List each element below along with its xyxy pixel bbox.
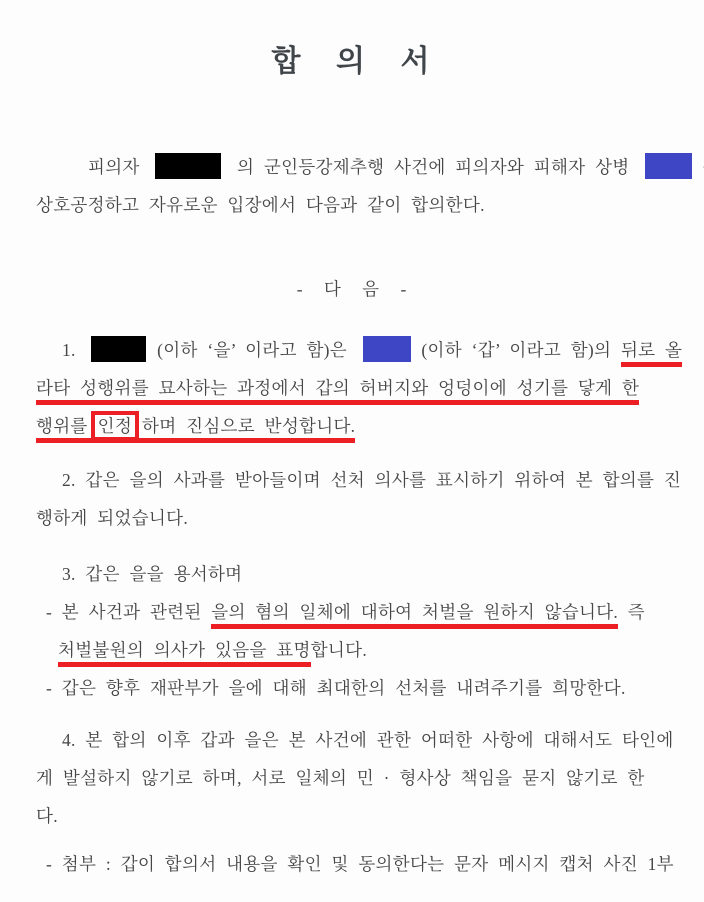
- clause-2-line-1: 2. 갑은 을의 사과를 받아들이며 선처 의사를 표시하기 위하여 본 합의를 진: [62, 470, 682, 490]
- red-underlined-text: 라타 성행위를 묘사하는 과정에서 갑의 허버지와 엉덩이에 성기를 닿게 한: [36, 378, 639, 405]
- intro-line-2: 상호공정하고 자유로운 입장에서 다음과 같이 합의한다.: [36, 195, 485, 215]
- attachment-note: - 첨부 : 갑이 합의서 내용을 확인 및 동의한다는 문자 메시지 캡처 사진 1부: [46, 854, 674, 874]
- redaction-blue: [645, 153, 692, 179]
- clause-3-text-post: 즉: [627, 602, 646, 622]
- clause-1-number: 1.: [62, 340, 76, 360]
- clause-3-line-4: - 갑은 향후 재판부가 을에 대해 최대한의 선처를 내려주기를 희망한다.: [46, 678, 626, 698]
- clause-1-text-pre: 행위를: [36, 416, 88, 436]
- section-header: - 다 음 -: [296, 279, 408, 299]
- redaction-black: [91, 336, 146, 362]
- clause-1-line-3: [36, 407, 668, 445]
- clause-3: [36, 555, 668, 707]
- clause-3-line-1: 3. 갑은 을을 용서하며: [62, 564, 243, 584]
- intro-text-pre: 피의자: [88, 157, 140, 177]
- clause-3-line-2: [36, 593, 668, 631]
- clause-1-line-1: [36, 331, 683, 369]
- clause-1-text-b: (이하 ‘갑’ 이라고 함)의: [421, 340, 612, 360]
- red-underlined-text: [36, 416, 355, 443]
- clause-3-line-3: [36, 631, 668, 669]
- clause-3-text-pre: - 본 사건과 관련된: [46, 602, 202, 622]
- clause-1-text-post: 하며 진심으로 반성합니다.: [142, 416, 356, 436]
- clause-2: [36, 461, 682, 537]
- red-underlined-text: 을의 혐의 일체에 대하여 처벌을 원하지 않습니다.: [211, 602, 618, 629]
- redaction-black: [155, 153, 221, 179]
- clause-4: [36, 721, 674, 835]
- clause-3-text-post2: 합니다.: [310, 640, 367, 660]
- red-boxed-text: 인정: [91, 411, 139, 441]
- clause-1: [36, 331, 683, 445]
- clause-1-text-a: (이하 ‘을’ 이라고 함)은: [157, 340, 347, 360]
- red-underlined-text: 뒤로 올: [621, 340, 682, 367]
- clause-1-line-2: [36, 369, 668, 407]
- intro-text-mid: 의 군인등강제추행 사건에 피의자와 피해자 상병: [237, 157, 630, 177]
- clause-4-line-3: 다.: [36, 806, 58, 826]
- document-title: 합 의 서: [271, 45, 433, 78]
- red-underlined-text: 처벌불원의 의사가 있음을 표명: [58, 640, 311, 667]
- clause-4-line-2: 게 발설하지 않기로 하며, 서로 일체의 민 · 형사상 책임을 묻지 않기로 한: [36, 768, 645, 788]
- intro-paragraph: [36, 148, 668, 224]
- clause-2-line-2: 행하게 되었습니다.: [36, 508, 188, 528]
- intro-line-1: [36, 148, 668, 186]
- redaction-blue: [363, 336, 411, 362]
- clause-4-line-1: 4. 본 합의 이후 갑과 을은 본 사건에 관한 어떠한 사항에 대해서도 타인에: [62, 730, 674, 750]
